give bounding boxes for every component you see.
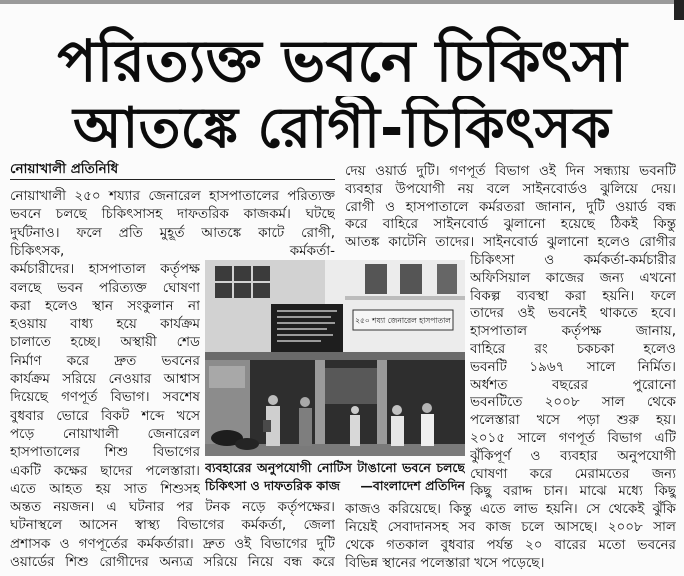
left-column-text-line: ভবনে চলছে চিকিৎসাসহ দাফতরিক কাজকর্ম। ঘটছে <box>10 206 335 223</box>
headline-line-2: আতঙ্কে রোগী-চিকিৎসক <box>73 96 611 161</box>
right-column-text-line: হাসপাতাল কর্তৃপক্ষ জানায়, <box>470 323 676 340</box>
right-column-text-line: ঝুঁকিপূর্ণ ও ব্যবহার অনুপযোগী <box>470 447 676 464</box>
photo-caption-text: চিকিৎসা ও দাফতরিক কাজ <box>205 478 340 493</box>
notice-text-stroke <box>277 340 321 342</box>
person-figure <box>391 416 404 446</box>
right-column-text-line: ব্যবহার উপযোগী নয় বলে সাইনবোর্ডও ঝুলিয়ে দেয়। <box>345 180 676 197</box>
person-head <box>268 395 278 405</box>
right-column-text-line: আতঙ্ক কাটেনি তাদের। সাইনবোর্ড ঝুলানো হলেও রোগীর <box>345 234 676 251</box>
photo-caption-line-1: ব্যবহারের অনুপযোগী নোটিস টাঙানো ভবনে চলছে <box>205 460 465 475</box>
person-figure <box>350 415 360 446</box>
building-ledge <box>205 352 465 360</box>
left-column-text-line: এতে আহত হয় সাত শিশুসহ <box>10 480 200 497</box>
notice-text-stroke <box>277 322 335 324</box>
facade-window <box>400 264 422 294</box>
person-bag <box>263 420 271 432</box>
right-column-text-line: বাহিরে রং চকচকা হলেও <box>470 341 676 357</box>
left-column-text-line: কার্যক্রম সরিয়ে নেওয়ার আশ্বাস <box>10 371 200 387</box>
notice-text-stroke <box>277 328 327 330</box>
left-column-text-line: চিকিৎসক, কর্মকর্তা- <box>10 242 335 259</box>
left-column-text-line: কর্মচারীদের। হাসপাতাল কর্তৃপক্ষ <box>10 261 200 278</box>
right-column-text-line: রোগী ও হাসপাতালে কর্মরতরা জানান, দুটি ওয়ার্ড বন্ধ <box>345 198 676 215</box>
left-column-text-line: বুধবার ভোরে বিকট শব্দে খসে <box>10 407 200 424</box>
person-head <box>300 397 310 407</box>
left-column-text-line: ওয়ার্ডের শিশু রোগীদের অন্যত্র সরিয়ে নিয়ে বন্ধ করে <box>10 554 335 570</box>
left-column-text-line: একটি কক্ষের ছাদের পলেস্তারা। <box>10 462 200 479</box>
headline-line-1: পরিত্যক্ত ভবনে চিকিৎসা <box>57 27 627 95</box>
notice-text-stroke <box>277 334 333 336</box>
left-column-text-line: হাসপাতালের শিশু বিভাগের <box>10 444 200 461</box>
window-transom <box>215 281 270 283</box>
notice-text-stroke <box>277 310 337 312</box>
notice-text-stroke <box>277 316 331 318</box>
motorcycle <box>235 438 259 450</box>
person-head <box>392 405 402 415</box>
left-column-text-line: ঘটনাস্থলে আসেন স্বাস্থ্য বিভাগের কর্মকর্তা, জেলা <box>10 517 335 534</box>
right-column-text-line: কাজও করিয়েছে। কিন্তু এতে লাভ হয়নি। সে থেকেই ঝুঁকি <box>345 501 676 518</box>
left-column-text-line: নোয়াখালী ২৫০ শয্যার জেনারেল হাসপাতালের পরিত্যক্ত <box>10 188 335 204</box>
hospital-sign-text: ২৫০ শয্যা জেনারেল হাসপাতাল <box>355 316 451 325</box>
person-head <box>351 406 359 414</box>
right-column-text-line: পলেস্তারা খসে পড়া শুরু হয়। <box>470 412 676 429</box>
right-column-text-line: বিকল্প ব্যবস্থা করা হয়নি। ফলে <box>470 287 676 304</box>
person-head <box>422 403 432 413</box>
left-column-text-line: বলছে ভবন পরিত্যক্ত ঘোষণা <box>10 279 200 296</box>
left-column-text-line: পড়ে নোয়াখালী জেনারেল <box>10 425 200 442</box>
facade-window <box>437 264 457 294</box>
right-column-text-line: চিকিৎসা ও কর্মকর্তা-কর্মচারীর <box>470 252 676 268</box>
hospital-building-photo <box>205 260 465 456</box>
facade-sill <box>345 296 465 300</box>
right-column-text-line: ২০১৫ সালে গণপূর্ত বিভাগ এটি <box>470 430 676 446</box>
left-column-text-line: করা হলেও স্থান সংকুলান না <box>10 297 200 314</box>
left-column-text-line: নির্মাণ করে দ্রুত ভবনের <box>10 352 200 369</box>
right-column-text-line: নিয়েই সেবাদানসহ সব কাজ চলে আসছে। ২০০৮ সাল <box>345 519 676 535</box>
news-photo <box>205 260 465 456</box>
right-column-text-line: অর্ধশত বছরের পুরোনো <box>470 376 676 393</box>
right-column-text-line: করে বাহিরে সাইনবোর্ড ঝুলানো হয়েছে ঠিকই কিন্তু <box>345 216 676 233</box>
pillar <box>315 360 325 456</box>
photo-credit: —বাংলাদেশ প্রতিদিন <box>360 478 465 493</box>
right-column-text-line: ভবনটিতে ২০০৮ সাল থেকে <box>470 394 676 411</box>
right-column-text-line: বিভিন্ন স্থানের পলেস্তারা খসে পড়েছে। <box>345 554 545 571</box>
left-column-text-line: দুর্ঘটনাও। ফলে প্রতি মুহূর্ত আতঙ্কে কাটে রোগী, <box>10 224 335 241</box>
right-column-text-line: ঘোষণা করে মেরামতের জন্য <box>470 465 676 482</box>
left-column-text-line: প্রশাসক ও গণপূর্তের কর্মকর্তারা। দ্রুত ওই বিভাগের দুটি <box>10 535 335 552</box>
right-column-text-line: দেয় ওয়ার্ড দুটি। গণপূর্ত বিভাগ ওই দিন সন্ধ্যায় ভবনটি <box>345 163 676 179</box>
interior-light <box>325 368 377 404</box>
lower-grille <box>209 366 245 388</box>
right-column-text-line: কিছু বরাদ্দ চান। মাঝে মধ্যে কিছু <box>470 483 676 500</box>
person-figure <box>299 408 312 446</box>
left-column-text-line: হওয়ায় বাধ্য হয়ে কার্যক্রম <box>10 316 200 333</box>
left-column-text-line: চালাতে হচ্ছে। অস্থায়ী শেড <box>10 334 200 351</box>
byline: নোয়াখালী প্রতিনিধি <box>10 160 335 180</box>
right-column-text-line: তাদের ওই ভবনেই থাকতে হবে। <box>470 305 676 322</box>
photo-caption-line-2 <box>205 477 465 495</box>
person-figure <box>421 414 434 446</box>
left-column-text-line: দিয়েছে গণপূর্ত বিভাগ। সবশেষ <box>10 389 200 406</box>
pillar <box>377 360 387 456</box>
right-column-text-line: থেকে গতকাল বুধবার পর্যন্ত ২০ বারের মতো ভবনের <box>345 536 676 553</box>
facade-window <box>365 264 387 294</box>
right-column-text-line: অফিসিয়াল কাজের জন্য এখনো <box>470 269 676 286</box>
right-column-text-line: ভবনটি ১৯৬৭ সালে নির্মিত। <box>470 358 676 375</box>
left-column-text-line: অন্তত নয়জন। এ ঘটনার পর টনক নড়ে কর্তৃপক্ষের। <box>10 499 335 516</box>
